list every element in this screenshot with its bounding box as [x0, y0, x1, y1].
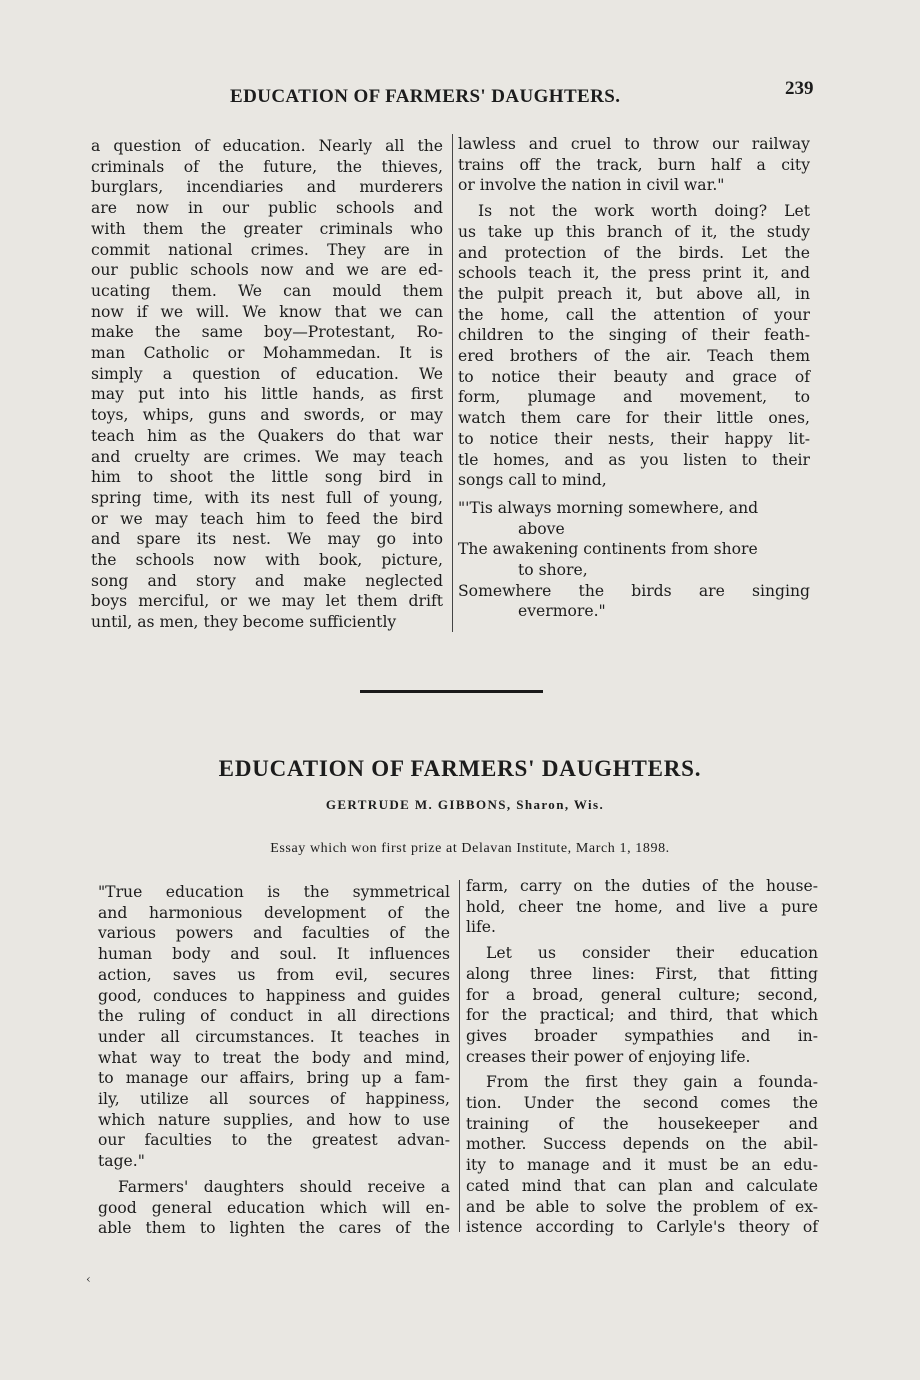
text-line: various powers and faculties of the	[98, 924, 450, 943]
text-line: the schools now with book, picture,	[91, 551, 443, 570]
text-line: ered brothers of the air. Teach them	[458, 347, 810, 366]
poem-continuation-line: above	[518, 519, 565, 538]
text-line: and be able to solve the problem of ex-	[466, 1197, 818, 1216]
poem-continuation-line: to shore,	[518, 561, 588, 580]
text-line: are now in our public schools and	[91, 199, 443, 218]
lower-left-column	[98, 882, 450, 1239]
text-line: good general education which will en-	[98, 1198, 450, 1217]
text-line: and cruelty are crimes. We may teach	[91, 447, 443, 466]
text-line: form, plumage and movement, to	[458, 388, 810, 407]
article-title: EDUCATION OF FARMERS' DAUGHTERS.	[218, 756, 702, 781]
running-title: EDUCATION OF FARMERS' DAUGHTERS.	[230, 86, 621, 107]
text-line: tion. Under the second comes the	[466, 1094, 818, 1113]
text-line: and spare its nest. We may go into	[91, 530, 443, 549]
poem-line: Somewhere the birds are singing	[458, 581, 810, 600]
text-line: under all circumstances. It teaches in	[98, 1027, 450, 1046]
text-line: burglars, incendiaries and murderers	[91, 178, 443, 197]
text-line: training of the housekeeper and	[466, 1114, 818, 1133]
text-line: for a broad, general culture; second,	[466, 985, 818, 1004]
text-line: which nature supplies, and how to use	[98, 1110, 450, 1129]
lower-column-divider	[459, 880, 460, 1232]
text-line: for the practical; and third, that which	[466, 1006, 818, 1025]
text-line: hold, cheer tne home, and live a pure	[466, 897, 818, 916]
text-line: him to shoot the little song bird in	[91, 468, 443, 487]
lower-right-column	[466, 876, 818, 1238]
text-line: us take up this branch of it, the study	[458, 222, 810, 241]
text-line: "True education is the symmetrical	[98, 883, 450, 901]
text-line: tle homes, and as you listen to their	[458, 450, 810, 469]
text-line: a question of education. Nearly all the	[91, 137, 443, 155]
text-line: cated mind that can plan and calculate	[466, 1176, 818, 1195]
text-line: toys, whips, guns and swords, or may	[91, 406, 443, 425]
text-line: From the first they gain a founda-	[486, 1073, 818, 1092]
section-rule	[360, 690, 543, 693]
text-line: ity to manage and it must be an edu-	[466, 1156, 818, 1175]
page-number: 239	[785, 78, 814, 99]
text-line: trains off the track, burn half a city	[458, 155, 810, 174]
poem	[458, 498, 810, 622]
text-line: children to the singing of their feath-	[458, 326, 810, 345]
text-line: song and story and make neglected	[91, 571, 443, 590]
text-line: may put into his little hands, as first	[91, 385, 443, 404]
text-line: to notice their beauty and grace of	[458, 367, 810, 386]
text-line: teach him as the Quakers do that war	[91, 426, 443, 445]
upper-right-column	[458, 134, 810, 622]
text-line: gives broader sympathies and in-	[466, 1026, 818, 1045]
margin-mark: ‹	[86, 1272, 91, 1286]
text-line: able them to lighten the cares of the	[98, 1219, 450, 1238]
text-line: creases their power of enjoying life.	[466, 1047, 751, 1066]
poem-line: The awakening continents from shore	[458, 540, 758, 559]
text-line: to manage our affairs, bring up a fam-	[98, 1069, 450, 1088]
text-line: tage."	[98, 1152, 145, 1171]
text-line: farm, carry on the duties of the house-	[466, 877, 818, 895]
text-line: the pulpit preach it, but above all, in	[458, 284, 810, 303]
text-line: what way to treat the body and mind,	[98, 1048, 450, 1067]
text-line: now if we will. We know that we can	[91, 302, 443, 321]
upper-column-divider	[452, 134, 453, 632]
text-line: watch them care for their little ones,	[458, 409, 810, 428]
upper-left-column	[91, 136, 443, 633]
text-line: mother. Success depends on the abil-	[466, 1135, 818, 1154]
text-line: commit national crimes. They are in	[91, 240, 443, 259]
text-line: songs call to mind,	[458, 471, 607, 490]
text-line: and harmonious development of the	[98, 903, 450, 922]
text-line: Farmers' daughters should receive a	[118, 1177, 450, 1196]
text-line: the ruling of conduct in all directions	[98, 1007, 450, 1026]
article-author: GERTRUDE M. GIBBONS, Sharon, Wis.	[325, 797, 605, 812]
text-line: lawless and cruel to throw our railway	[458, 135, 810, 153]
text-line: Let us consider their education	[486, 944, 818, 963]
text-line: the home, call the attention of your	[458, 305, 810, 324]
text-line: life.	[466, 918, 496, 937]
text-line: our faculties to the greatest advan-	[98, 1131, 450, 1150]
text-line: ily, utilize all sources of happiness,	[98, 1090, 450, 1109]
text-line: our public schools now and we are ed-	[91, 261, 443, 280]
text-line: to notice their nests, their happy lit-	[458, 429, 810, 448]
text-line: with them the greater criminals who	[91, 219, 443, 238]
text-line: criminals of the future, the thieves,	[91, 157, 443, 176]
text-line: Is not the work worth doing? Let	[478, 202, 810, 221]
text-line: boys merciful, or we may let them drift	[91, 592, 443, 611]
text-line: or we may teach him to feed the bird	[91, 509, 443, 528]
text-line: action, saves us from evil, secures	[98, 965, 450, 984]
text-line: until, as men, they become sufficiently	[91, 613, 397, 632]
text-line: or involve the nation in civil war."	[458, 176, 725, 195]
text-line: good, conduces to happiness and guides	[98, 986, 450, 1005]
article-note: Essay which won first prize at Delavan Institute, March 1, 1898.	[270, 841, 670, 856]
text-line: ucating them. We can mould them	[91, 281, 443, 300]
poem-continuation-line: evermore."	[518, 602, 606, 621]
text-line: man Catholic or Mohammedan. It is	[91, 344, 443, 363]
text-line: spring time, with its nest full of young,	[91, 488, 443, 507]
text-line: simply a question of education. We	[91, 364, 443, 383]
text-line: schools teach it, the press print it, and	[458, 264, 810, 283]
text-line: human body and soul. It influences	[98, 945, 450, 964]
text-line: make the same boy—Protestant, Ro-	[91, 323, 443, 342]
text-line: istence according to Carlyle's theory of	[466, 1218, 818, 1237]
text-line: and protection of the birds. Let the	[458, 243, 810, 262]
text-line: along three lines: First, that fitting	[466, 964, 818, 983]
poem-line: "'Tis always morning somewhere, and	[458, 498, 759, 517]
